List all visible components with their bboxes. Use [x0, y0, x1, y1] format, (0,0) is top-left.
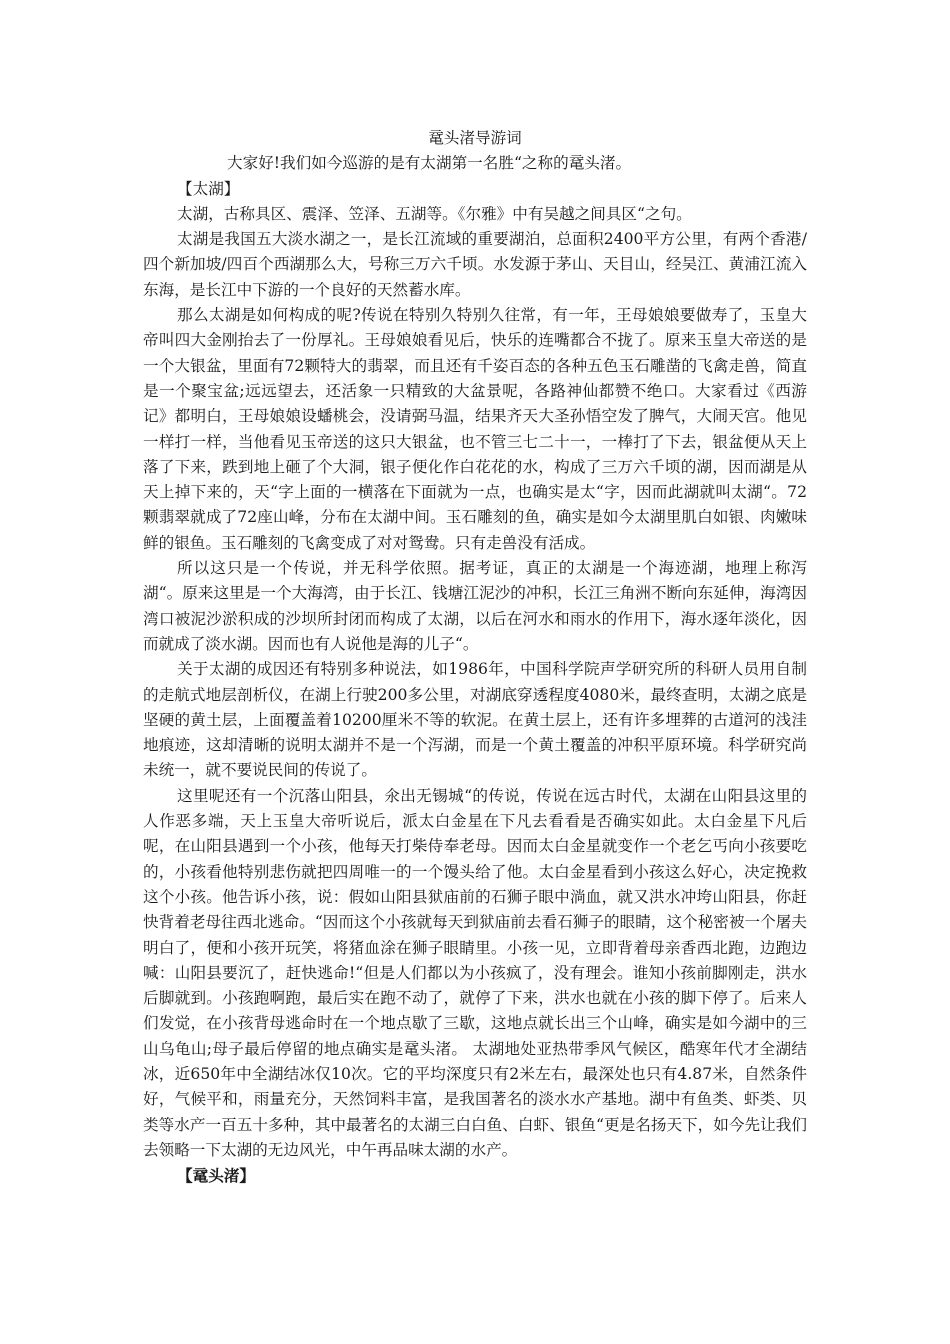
- paragraph-legend-origin: 那么太湖是如何构成的呢?传说在特别久特别久往常，有一年，王母娘娘要做寿了，玉皇大帝叫四大金刚抬去了一份厚礼。王母娘娘看见后，快乐的连嘴都合不拢了。原来玉皇大帝送的是一个大银盆，里面有72颗特大的翡翠，而且还有千姿百态的各种五色玉石雕凿的飞禽走兽，简直是一个聚宝盆;远远望去，还活象一只精致的大盆景呢，各路神仙都赞不绝口。大家看过《西游记》都明白，王母娘娘设蟠桃会，没请弼马温，结果齐天大圣孙悟空发了脾气，大闹天宫。他见一样打一样，当他看见玉帝送的这只大银盆，也不管三七二十一，一棒打了下去，银盆便从天上落了下来，跌到地上砸了个大洞，银子便化作白花花的水，构成了三万六千顷的湖，因而湖是从天上掉下来的，天“字上面的一横落在下面就为一点，也确实是太“字，因而此湖就叫太湖“。72颗翡翠就成了72座山峰，分布在太湖中间。玉石雕刻的鱼，确实是如今太湖里肌白如银、肉嫩味鲜的银鱼。玉石雕刻的飞禽变成了对对鸳鸯。只有走兽没有活成。: [143, 306, 807, 552]
- section-heading-taihu: 【太湖】: [177, 179, 240, 198]
- paragraph-research: 关于太湖的成因还有特别多种说法，如1986年，中国科学院声学研究所的科研人员用自制的走航式地层剖析仪，在湖上行驶200多公里，对湖底穿透程度4080米，最终查明，太湖之底是坚硬的黄土层，上面覆盖着10200厘米不等的软泥。在黄土层上，还有许多埋葬的古道河的浅洼地痕迹，这却清晰的说明太湖并不是一个泻湖，而是一个黄土覆盖的冲积平原环境。科学研究尚未统一，就不要说民间的传说了。: [143, 660, 807, 780]
- intro-paragraph: 大家好!我们如今巡游的是有太湖第一名胜“之称的鼋头渚。: [227, 154, 632, 173]
- document-title: 鼋头渚导游词: [428, 129, 522, 147]
- document-page: [143, 126, 807, 1188]
- section-heading-yuantouzhu: 【鼋头渚】: [177, 1166, 255, 1186]
- paragraph-scientific-origin: 所以这只是一个传说，并无科学依照。据考证，真正的太湖是一个海迹湖，地理上称泻湖“。原来这里是一个大海湾，由于长江、钱塘江泥沙的冲积，长江三角洲不断向东延伸，海湾因湾口被泥沙淤积成的沙坝所封闭而构成了太湖，以后在河水和雨水的作用下，海水逐年淡化，因而就成了淡水湖。因而也有人说他是海的儿子“。: [143, 559, 807, 653]
- paragraph-shanyang-legend: 这里呢还有一个沉落山阳县，氽出无锡城“的传说，传说在远古时代，太湖在山阳县这里的人作恶多端，天上玉皇大帝听说后，派太白金星在下凡去看看是否确实如此。太白金星下凡后呢，在山阳县遇到一个小孩，他每天打柴侍奉老母。因而太白金星就变作一个老乞丐向小孩要吃的，小孩看他特别悲伤就把四周唯一的一个馒头给了他。太白金星看到小孩这么好心，决定挽救这个小孩。他告诉小孩，说：假如山阳县狱庙前的石狮子眼中淌血，就又洪水冲垮山阳县，你赶快背着老母往西北逃命。“因而这个小孩就每天到狱庙前去看石狮子的眼睛，这个秘密被一个屠夫明白了，便和小孩开玩笑，将猪血涂在狮子眼睛里。小孩一见，立即背着母亲香西北跑，边跑边喊：山阳县要沉了，赶快逃命!“但是人们都以为小孩疯了，没有理会。谁知小孩前脚刚走，洪水后脚就到。小孩跑啊跑，最后实在跑不动了，就停了下来，洪水也就在小孩的脚下停了。后来人们发觉，在小孩背母逃命时在一个地点歇了三歇，这地点就长出三个山峰，确实是如今湖中的三山乌龟山;母子最后停留的地点确实是鼋头渚。 太湖地处亚热带季风气候区，酷寒年代才全湖结冰，近650年中全湖结冰仅10次。它的平均深度只有2米左右，最深处也只有4.87米，自然条件好，气候平和，雨量充分，天然饲料丰富，是我国著名的淡水水产基地。湖中有鱼类、虾类、贝类等水产一百五十多种，其中最著名的太湖三白白鱼、白虾、银鱼“更是名扬天下，如今先让我们去领略一下太湖的无边风光，中午再品味太湖的水产。: [143, 786, 807, 1159]
- paragraph-lake-overview: 太湖是我国五大淡水湖之一，是长江流域的重要湖泊，总面积2400平方公里，有两个香港/四个新加坡/四百个西湖那么大，号称三万六千顷。水发源于茅山、天目山，经吴江、黄浦江流入东海，是长江中下游的一个良好的天然蓄水库。: [143, 230, 807, 299]
- paragraph-ancient-names: 太湖，古称具区、震泽、笠泽、五湖等。《尔雅》中有吴越之间具区“之句。: [177, 204, 692, 223]
